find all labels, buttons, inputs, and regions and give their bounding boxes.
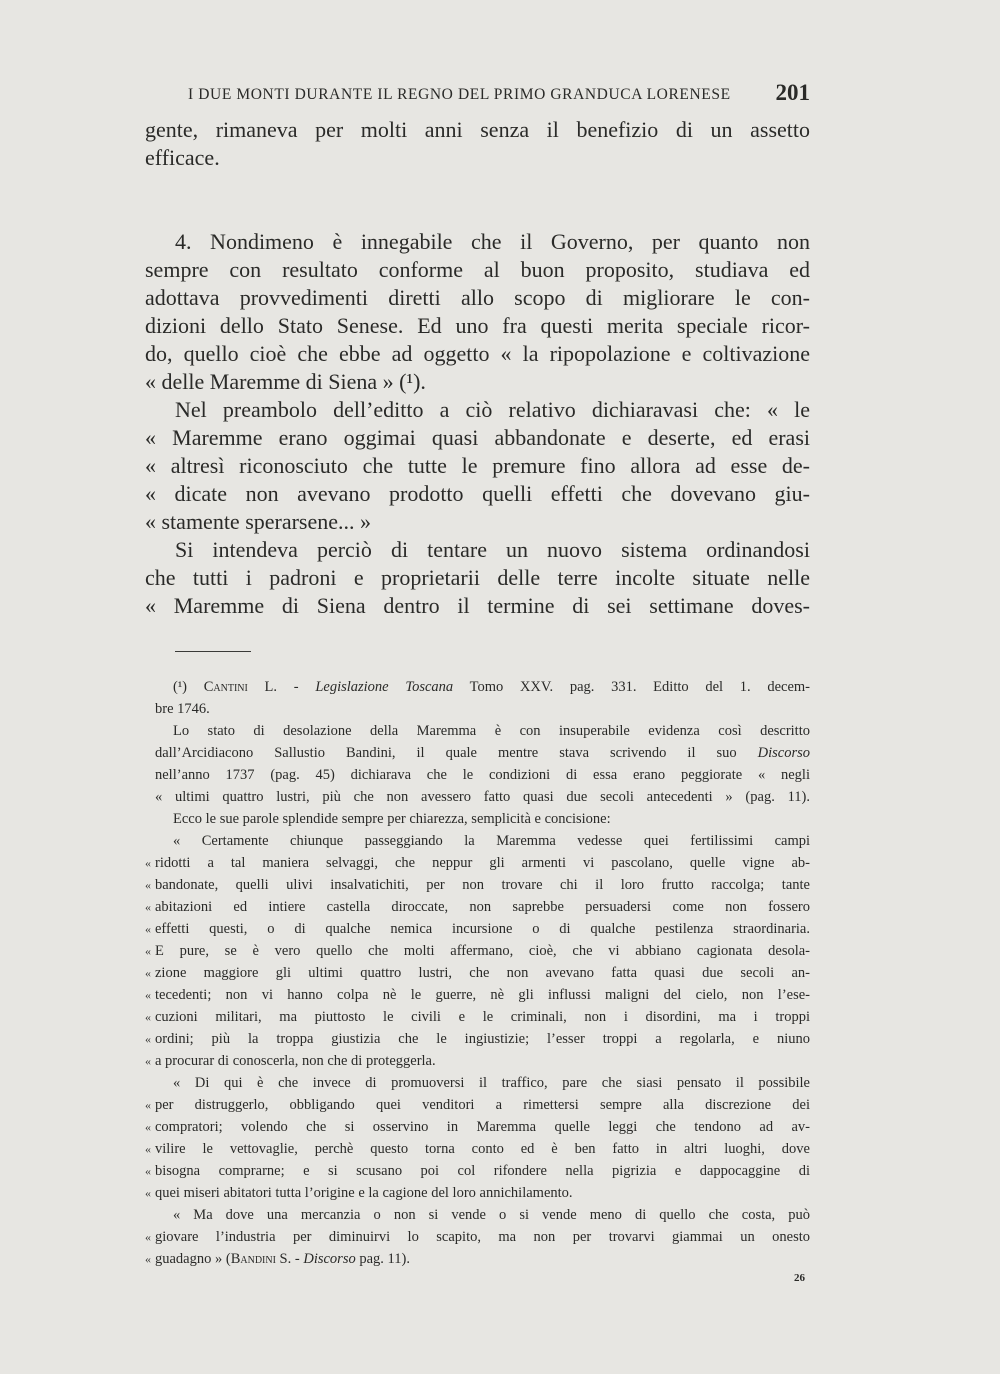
margin-quote: «: [145, 1098, 151, 1112]
margin-quote: «: [145, 1252, 151, 1266]
footnote-line: bre 1746.: [155, 701, 210, 717]
footnote-line: Lo stato di desolazione della Maremma è con insuperabile evidenza così descritto: [173, 723, 810, 739]
page-number: 201: [775, 80, 810, 105]
margin-quote: «: [145, 1230, 151, 1244]
body-line: do, quello cioè che ebbe ad oggetto « la ripopolazione e coltivazione: [145, 341, 810, 366]
footnote-line: « effetti questi, o di qualche nemica incursione o di qualche pestilenza straordinaria.: [155, 918, 810, 940]
body-line: « Maremme di Siena dentro il termine di sei settimane doves-: [145, 593, 810, 618]
footnote-citation: Tomo XXV. pag. 331. Editto del 1. decem-: [453, 679, 811, 695]
footnote-title-discorso: Discorso: [757, 745, 810, 761]
footnote-marker: (¹): [173, 679, 188, 695]
footnote-line: « vilire le vettovaglie, perchè questo torna conto ed è ben fatto in altri luoghi, dove: [155, 1138, 810, 1160]
margin-quote: «: [145, 1186, 151, 1200]
footnote-divider: [175, 651, 251, 652]
margin-quote: «: [145, 1054, 151, 1068]
body-line: gente, rimaneva per molti anni senza il benefizio di un assetto: [145, 117, 810, 142]
body-line: « Maremme erano oggimai quasi abbandonate e deserte, ed erasi: [145, 425, 810, 450]
footnote-line: « a procurar di conoscerla, non che di proteggerla.: [155, 1050, 810, 1072]
page-header: [188, 80, 810, 114]
printer-signature-mark: 26: [794, 1272, 805, 1284]
footnote-line: « bisogna comprarne; e si scusano poi col rifondere nella pigrizia e dappocaggine di: [155, 1160, 810, 1182]
closing-author: Bandini S.: [230, 1251, 292, 1267]
footnote-line: [155, 742, 810, 764]
footnote-line: « giovare l’industria per diminuirvi lo scapito, ma non per trovarvi giammai un onesto: [155, 1226, 810, 1248]
footnote-line: « per distruggerlo, obbligando quei venditori a rimettersi sempre alla discrezione dei: [155, 1094, 810, 1116]
body-line: adottava provvedimenti diretti allo scopo di migliorare le con-: [145, 285, 810, 310]
footnote-line: « Di qui è che invece di promuoversi il traffico, pare che siasi pensato il possibile: [173, 1075, 810, 1091]
footnote-line: « compratori; volendo che si osservino in Maremma quelle leggi che tendono ad av-: [155, 1116, 810, 1138]
body-line: Si intendeva perciò di tentare un nuovo sistema ordinandosi: [175, 537, 810, 562]
footnote-line: « cuzioni militari, ma piuttosto le civili e le criminali, non i disordini, ma i troppi: [155, 1006, 810, 1028]
footnote-work: Legislazione Toscana: [315, 679, 454, 695]
margin-quote: «: [145, 1010, 151, 1024]
margin-quote: «: [145, 856, 151, 870]
footnote-line: « abitazioni ed intiere castella diroccate, non saprebbe persuadersi come non fossero: [155, 896, 810, 918]
footnote-line: « ultimi quattro lustri, più che non avessero fatto quasi due secoli antecedenti » (pag. 11).: [155, 789, 810, 805]
margin-quote: «: [145, 988, 151, 1002]
footnote-line: « E pure, se è vero quello che molti affermano, cioè, che vi abbiano cagionata desola-: [155, 940, 810, 962]
footnote-line: Ecco le sue parole splendide sempre per chiarezza, semplicità e concisione:: [173, 811, 611, 827]
footnote-line: « tecedenti; non vi hanno colpa nè le guerre, nè gli influssi maligni del cielo, non l’ese-: [155, 984, 810, 1006]
closing-work: Discorso: [303, 1251, 356, 1267]
footnote-text: dall’Arcidiacono Sallustio Bandini, il quale mentre stava scrivendo il suo: [155, 745, 737, 761]
margin-quote: «: [145, 1120, 151, 1134]
footnote-line: « bandonate, quelli ulivi insalvatichiti, per non trovare chi il loro frutto raccolga; tante: [155, 874, 810, 896]
body-line: « delle Maremme di Siena » (¹).: [145, 369, 426, 394]
footnote-line: « quei miseri abitatori tutta l’origine e la cagione del loro annichilamento.: [155, 1182, 810, 1204]
footnote-line: « ridotti a tal maniera selvaggi, che neppur gli armenti vi pascolano, quelle vigne ab-: [155, 852, 810, 874]
footnote-line: « zione maggiore gli ultimi quattro lustri, che non avevano fatta quasi due secoli an-: [155, 962, 810, 984]
margin-quote: «: [145, 1164, 151, 1178]
body-line: Nel preambolo dell’editto a ciò relativo dichiaravasi che: « le: [175, 397, 810, 422]
margin-quote: «: [145, 900, 151, 914]
margin-quote: «: [145, 922, 151, 936]
footnote-separator: -: [277, 679, 316, 695]
body-line: efficace.: [145, 145, 220, 170]
footnote-line: « Ma dove una mercanzia o non si vende o si vende meno di quello che costa, può: [173, 1207, 810, 1223]
paragraph-4-start: 4. Nondimeno è innegabile che il Governo, per quanto non: [175, 229, 810, 254]
margin-quote: «: [145, 878, 151, 892]
footnote-line: « ordini; più la troppa giustizia che le ingiustizie; l’esser troppi a regolarla, e niuno: [155, 1028, 810, 1050]
body-line: che tutti i padroni e proprietarii delle terre incolte situate nelle: [145, 565, 810, 590]
running-title: I DUE MONTI DURANTE IL REGNO DEL PRIMO GRANDUCA LORENESE: [188, 86, 731, 103]
footnote-closing-line: « guadagno » (Bandini S. - Discorso pag. 11).: [155, 1248, 810, 1270]
body-line: sempre con resultato conforme al buon proposito, studiava ed: [145, 257, 810, 282]
footnote-1-citation: [155, 676, 810, 698]
body-line: « altresì riconosciuto che tutte le premure fino allora ad esse de-: [145, 453, 810, 478]
body-line: « dicate non avevano prodotto quelli effetti che dovevano giu-: [145, 481, 810, 506]
footnote-line: « Certamente chiunque passeggiando la Maremma vedesse quei fertilissimi campi: [173, 833, 810, 849]
margin-quote: «: [145, 1142, 151, 1156]
footnote-author: Cantini L.: [203, 679, 278, 695]
margin-quote: «: [145, 966, 151, 980]
margin-quote: «: [145, 944, 151, 958]
body-line: « stamente sperarsene... »: [145, 509, 372, 534]
margin-quote: «: [145, 1032, 151, 1046]
footnote-line: nell’anno 1737 (pag. 45) dichiarava che le condizioni di essa erano peggiorate « negli: [155, 767, 810, 783]
body-line: dizioni dello Stato Senese. Ed uno fra questi merita speciale ricor-: [145, 313, 810, 338]
